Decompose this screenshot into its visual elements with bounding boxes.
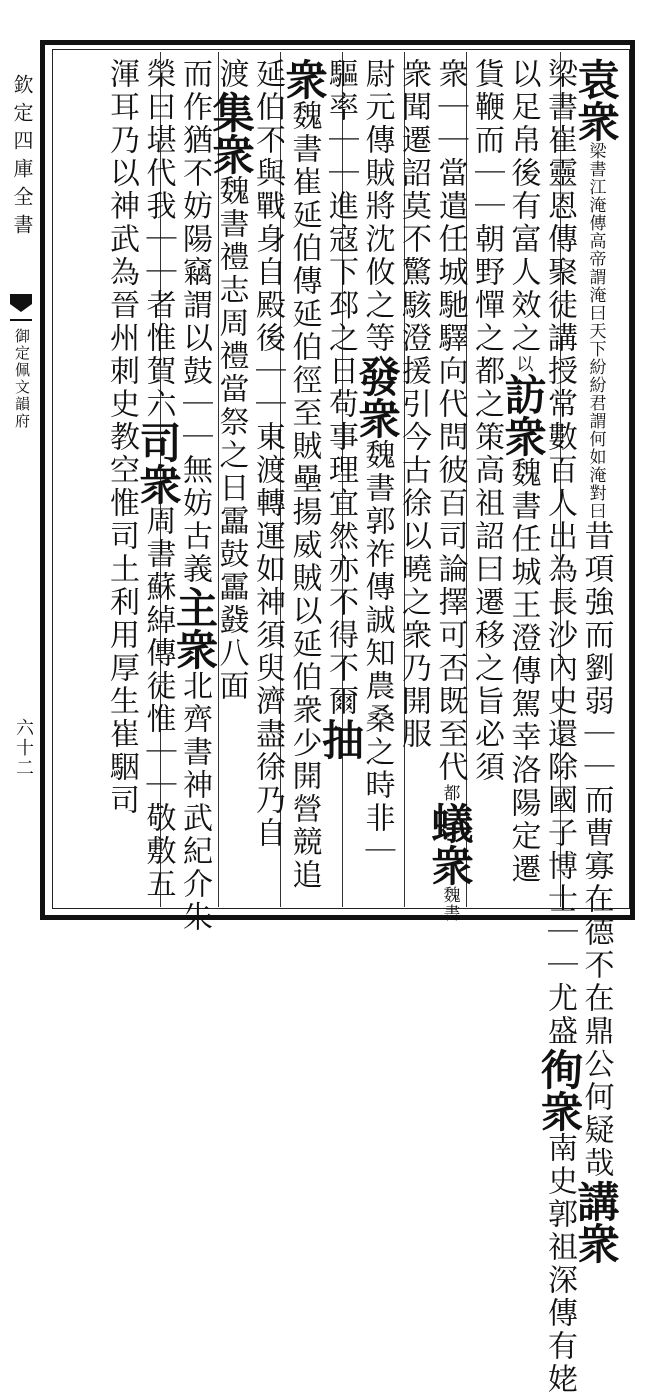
body-text: 榮曰堪代我｜｜者惟賀六: [140, 58, 176, 421]
headword: 司: [133, 421, 183, 463]
body-text: 之日苟事理宜然亦不得不爾: [323, 322, 358, 718]
text-column: [535, 58, 584, 1396]
headword: 發: [352, 355, 402, 397]
annotation-text: 都: [439, 784, 460, 802]
body-text: 而作猶不妨陽竊謂以鼓｜｜無妨古義: [177, 58, 212, 586]
text-column: [279, 58, 329, 892]
headword: 衆: [571, 100, 621, 142]
annotation-text: 以: [512, 355, 533, 373]
headword: 衆: [498, 415, 548, 457]
body-text: 魏書任城王澄傳駕幸洛陽定遷: [505, 457, 541, 886]
body-text: 昔項強而劉弱｜｜而曹寡在德不在鼎公何疑哉: [578, 520, 614, 1180]
headword: 衆: [352, 397, 402, 439]
headword: 講: [571, 1180, 621, 1222]
text-column: [133, 58, 183, 901]
body-text: 都之策高祖詔曰遷移之旨必須: [469, 355, 504, 784]
headword: 袁: [571, 58, 621, 100]
body-text: 南史郭祖深傳有姥: [542, 1132, 577, 1396]
chapter-title: 御定佩文韻府: [13, 328, 31, 430]
body-text: 貨鞭而｜｜朝野憚之: [469, 58, 504, 355]
text-column: [101, 58, 141, 817]
body-text: 魏書崔延伯傳延伯徑至賊壘揚威賊以延伯衆少開營競追: [286, 100, 322, 892]
body-text: 北齊書神武紀介朱: [177, 670, 212, 934]
page-number: 六十二: [13, 718, 34, 778]
book-title: 欽定四庫全書: [10, 74, 34, 242]
body-text: 衆聞遷詔莫不驚駭澄援引今古徐以曉之衆乃開服: [396, 58, 431, 751]
body-text: 渾耳乃以神武為晉州刺史: [104, 58, 139, 421]
headword: 衆: [571, 1222, 621, 1264]
text-column: [498, 58, 548, 886]
text-column: [247, 58, 287, 850]
headword: 衆: [279, 58, 329, 100]
body-text: 教空惟司土利用厚生崔駰司: [104, 421, 139, 817]
headword: 徇: [535, 1048, 584, 1090]
body-text: 尉元傳賊將沈攸之等: [359, 58, 395, 355]
headword: 衆: [206, 133, 256, 175]
body-text: 魏書郭祚傳誠知農桑之時非｜: [359, 439, 395, 868]
headword: 衆: [170, 628, 219, 670]
body-text: 以足帛後有富人效之: [505, 58, 541, 355]
body-text: 驅率｜｜進寇下邳: [323, 58, 358, 322]
text-column: [316, 58, 365, 760]
headword: 衆: [133, 463, 183, 505]
headword: 抽: [316, 718, 365, 760]
headword: 衆: [535, 1090, 584, 1132]
headword: 訪: [498, 373, 548, 415]
body-text: 延伯不與戰身自殿後｜｜東渡轉運如神須臾濟盡徐乃自: [250, 58, 285, 850]
body-text: 周書蘇綽傳徒惟｜｜敬敷五: [140, 505, 176, 901]
text-column: [466, 58, 506, 784]
annotation-text: 梁書江淹傳高帝謂淹曰天下紛紛君謂何如淹對曰: [585, 142, 606, 520]
body-text: 魏書禮志周禮當祭之日靁鼓靁鼗八面: [213, 175, 249, 703]
annotation-text: 魏書: [439, 886, 460, 922]
headword: 衆: [425, 844, 475, 886]
text-column: [425, 58, 475, 922]
body-text: 衆｜｜當遣任城馳驛向代問彼百司論擇可否既至代: [432, 58, 468, 784]
fishtail-mark-icon: [8, 290, 34, 326]
body-text: 梁書崔靈恩傳聚徒講授常數百人出: [542, 58, 577, 553]
headword: 主: [170, 586, 219, 628]
headword: 集: [206, 91, 256, 133]
body-text: 為長沙內史還除國子博士｜｜尤盛: [542, 553, 577, 1048]
body-text: 渡: [213, 58, 249, 91]
headword: 蟻: [425, 802, 475, 844]
